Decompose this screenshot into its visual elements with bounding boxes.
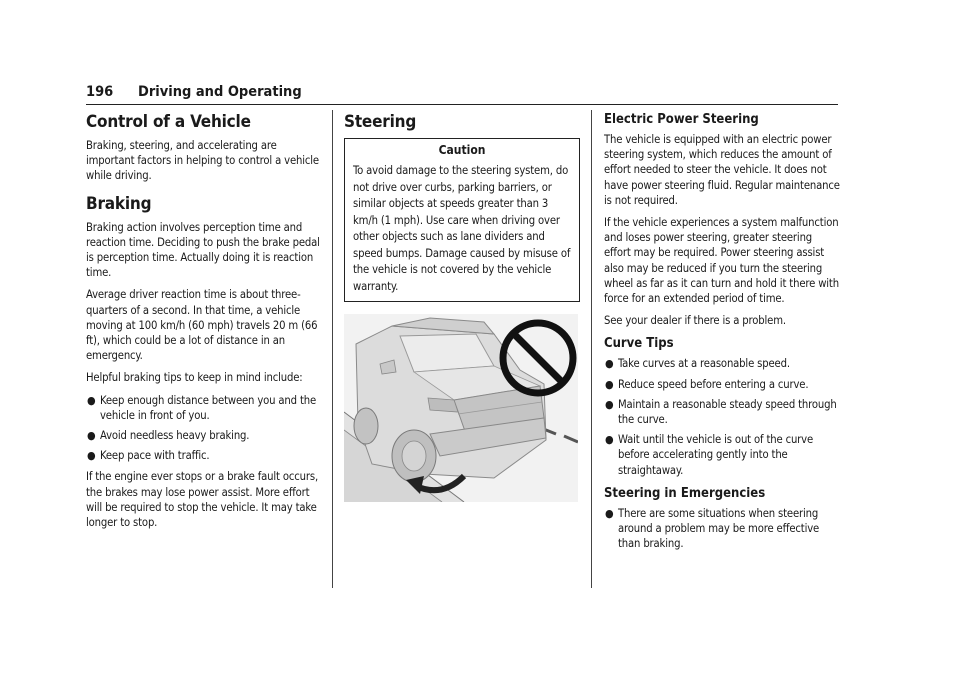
caution-box [344,138,580,302]
braking-tips-intro: Helpful braking tips to keep in mind include: [86,371,303,385]
list-item-text: Maintain a reasonable steady speed through the curve. [618,397,837,427]
heading-curve-tips: Curve Tips [604,336,674,352]
bullet-icon: ● [87,393,96,407]
list-item-text: Wait until the vehicle is out of the curve before accelerating gently into the straightaway. [618,433,814,477]
bullet-icon: ● [605,506,614,520]
bullet-icon: ● [605,377,614,391]
list-item [86,428,326,443]
eps-paragraph-3: See your dealer if there is a problem. [604,314,786,328]
bullet-icon: ● [87,429,96,443]
list-item [86,448,326,463]
heading-steering-in-emergencies: Steering in Emergencies [604,485,766,501]
column-divider [332,110,333,588]
list-item [604,432,840,478]
column-right [604,110,840,557]
list-item [604,397,840,427]
page-header [86,84,838,105]
eps-paragraph-1: The vehicle is equipped with an electric power steering system, which reduces the amount of effort needed to steer the vehicle. It does not have power steering fluid. Regular maintenance is not required. [604,133,840,207]
truck-illustration-svg [344,314,578,502]
bullet-icon: ● [605,433,614,447]
list-item [604,377,840,392]
eps-paragraph-2: If the vehicle experiences a system malfunction and loses power steering, greater steering effort may be required. Power steering assist also may be reduced if you turn the steering wheel as far as it can turn and hold it there with force for an extended period of time. [604,216,839,306]
braking-paragraph-3: If the engine ever stops or a brake fault occurs, the brakes may lose power assist. More effort will be required to stop the vehicle. It may take longer to stop. [86,470,319,530]
section-title: Driving and Operating [138,84,302,100]
heading-braking: Braking [86,193,152,214]
column-divider [591,110,592,588]
braking-paragraph-1: Braking action involves perception time and reaction time. Deciding to push the brake pedal is perception time. Actually doing it is reaction time. [86,220,320,280]
curve-tips-list [604,356,840,477]
list-item [604,356,840,371]
intro-paragraph: Braking, steering, and accelerating are important factors in helping to control a vehicle while driving. [86,139,319,183]
caution-text: To avoid damage to the steering system, do not drive over curbs, parking barriers, or similar objects at speeds greater than 3 km/h (1 mph). Use care when driving over other objects such as lane dividers and speed bumps. Damage caused by misuse of the vehicle is not covered by the vehicle warranty. [353,164,571,293]
truck-curb-illustration [344,314,578,502]
braking-paragraph-2: Average driver reaction time is about three-quarters of a second. In that time, a vehicle moving at 100 km/h (60 mph) travels 20 m (66 ft), which could be a lot of distance in an emergency. [86,288,318,363]
heading-control-of-vehicle: Control of a Vehicle [86,112,251,132]
list-item-text: Avoid needless heavy braking. [100,429,250,443]
caution-title: Caution [438,143,486,157]
list-item-text: There are some situations when steering around a problem may be more effective than braking. [618,506,820,551]
bullet-icon: ● [605,397,614,411]
list-item-text: Keep pace with traffic. [100,449,210,463]
column-left [86,110,326,537]
list-item-text: Take curves at a reasonable speed. [618,357,790,371]
heading-steering: Steering [344,112,417,132]
list-item [86,393,326,423]
bullet-icon: ● [605,357,614,371]
list-item-text: Reduce speed before entering a curve. [618,377,809,391]
braking-tips-list [86,393,326,464]
emergency-tips-list [604,506,840,552]
list-item [604,506,840,552]
page-number: 196 [86,84,114,100]
column-middle [344,110,580,502]
list-item-text: Keep enough distance between you and the vehicle in front of you. [100,393,317,422]
heading-electric-power-steering: Electric Power Steering [604,112,759,127]
bullet-icon: ● [87,449,96,463]
